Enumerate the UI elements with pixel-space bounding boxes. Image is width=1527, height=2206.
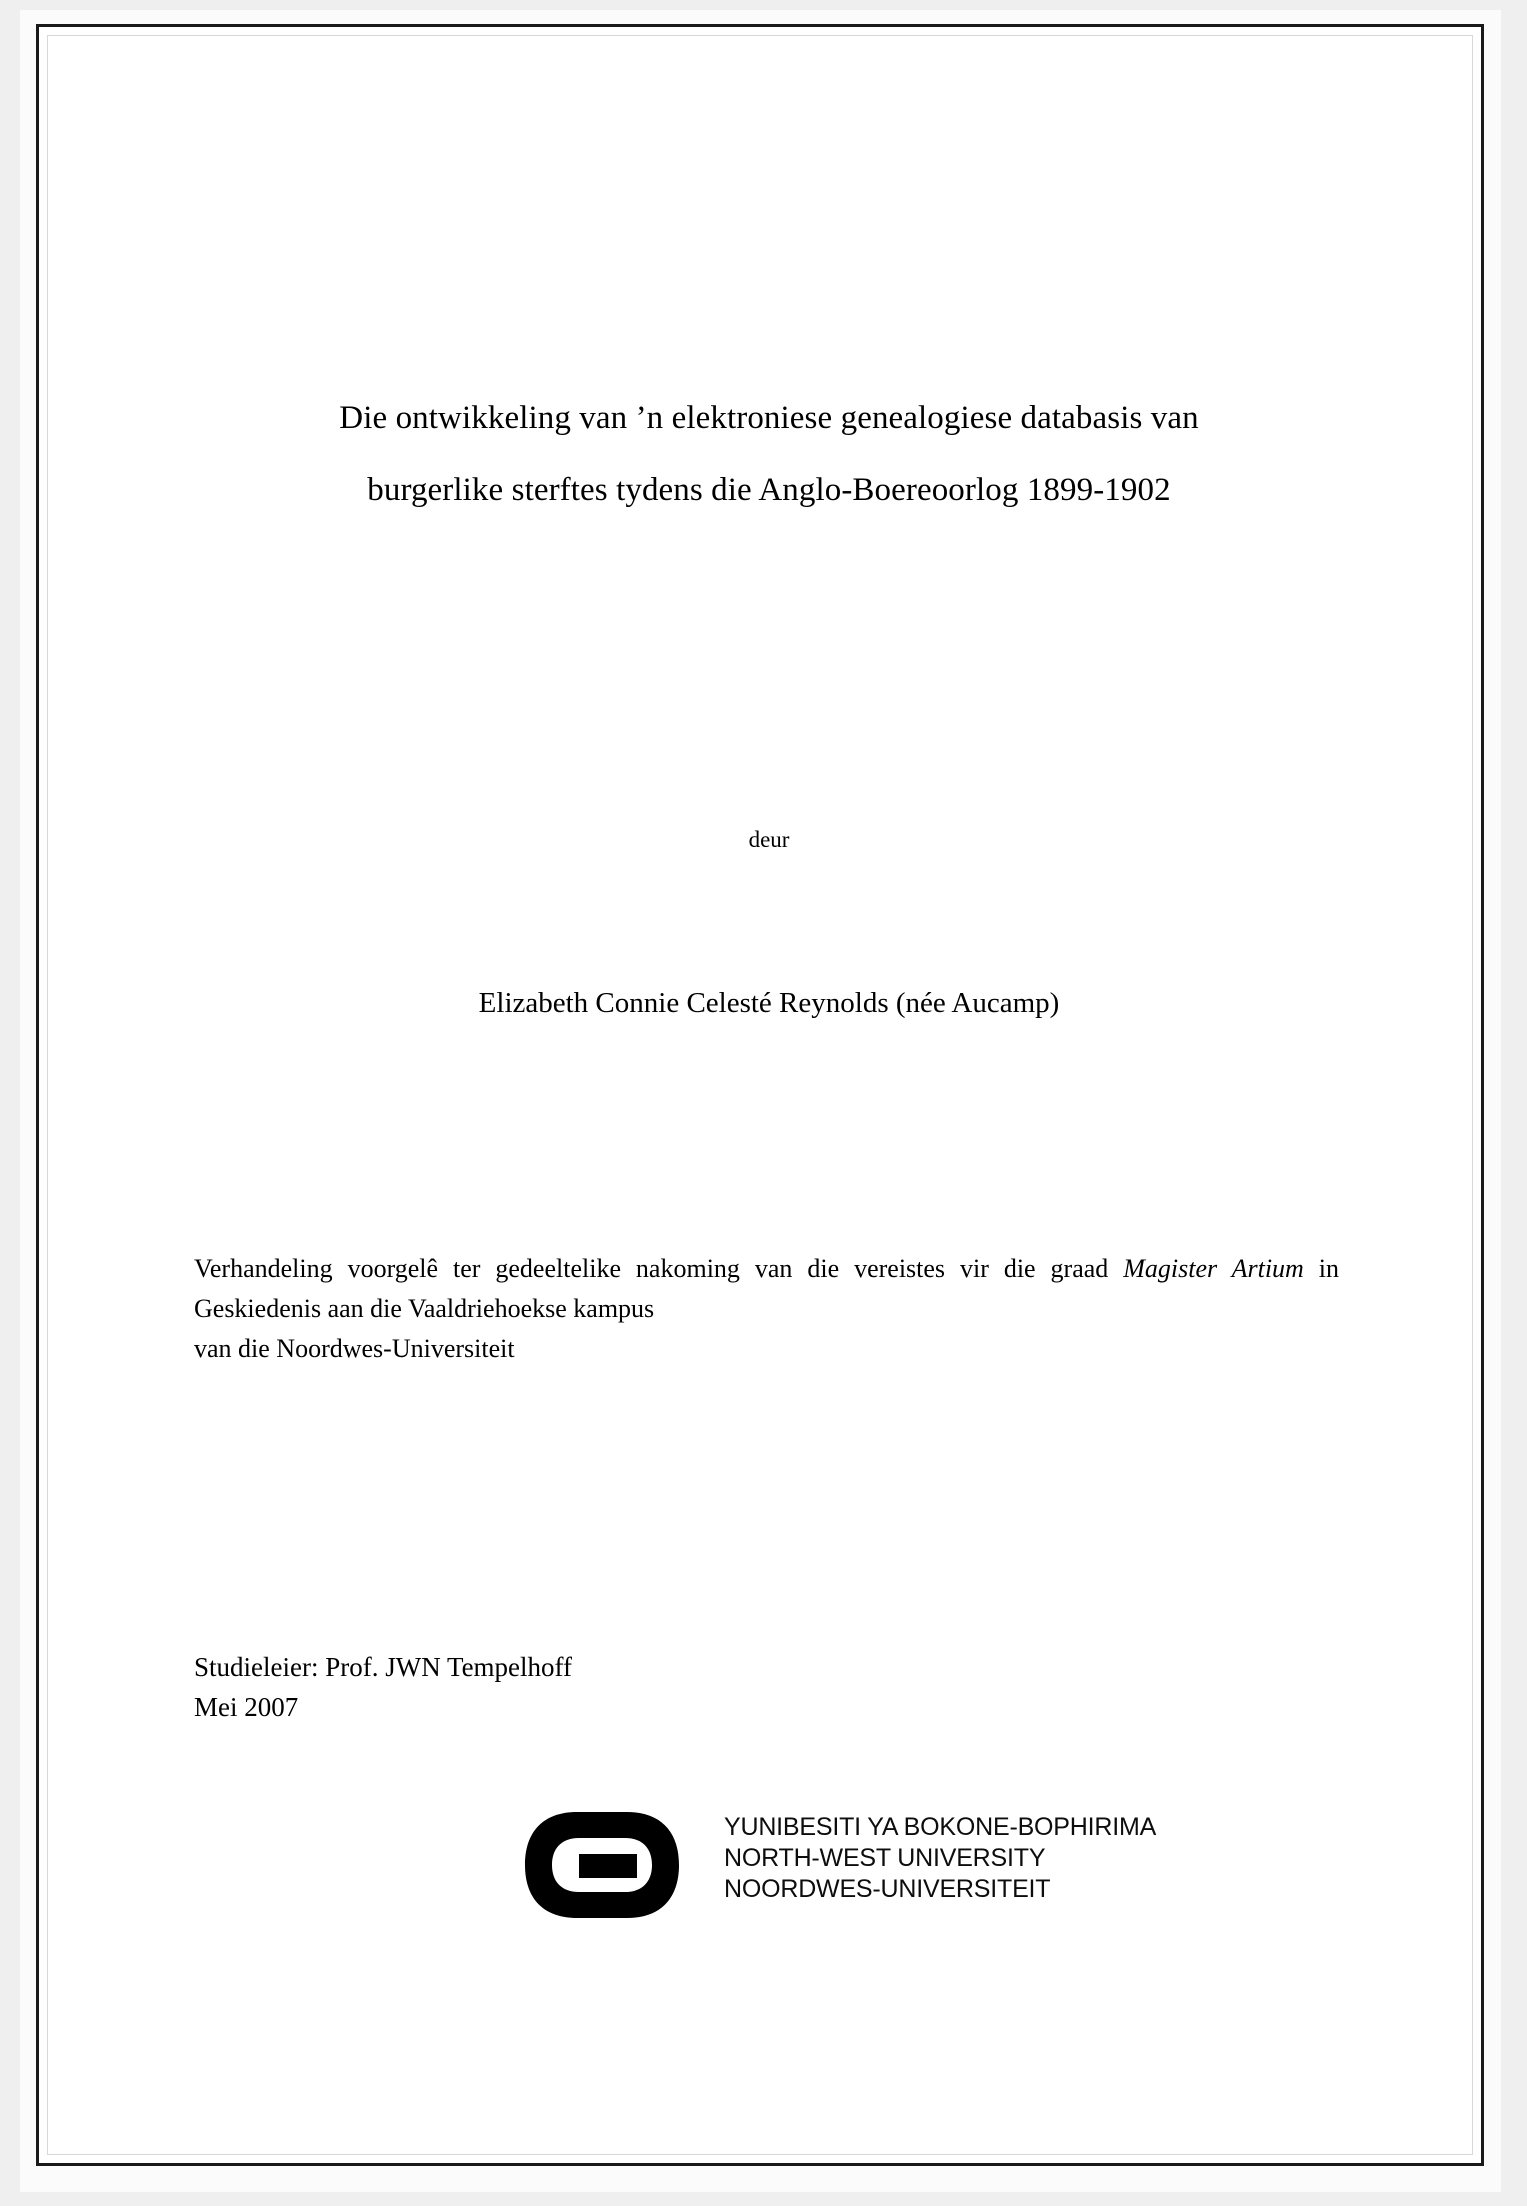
supervisor-block xyxy=(194,1647,1094,1727)
scan-edge-top xyxy=(0,0,1527,10)
degree-name-italic: Magister Artium xyxy=(1123,1254,1304,1283)
page-title xyxy=(189,382,1349,526)
scan-edge-right xyxy=(1501,0,1527,2206)
scan-edge-bottom xyxy=(0,2192,1527,2206)
byline-label: deur xyxy=(748,827,790,852)
logo-text-line-2: NORTH-WEST UNIVERSITY xyxy=(724,1844,1046,1872)
degree-statement-part2: in Geskiedenis aan die Vaaldriehoekse kampus xyxy=(194,1254,1340,1323)
scan-edge-left xyxy=(0,0,20,2206)
degree-statement-paragraph xyxy=(194,1249,1339,1329)
title-page-content xyxy=(189,27,1349,2163)
logo-text-line-1: YUNIBESITI YA BOKONE-BOPHIRIMA xyxy=(724,1813,1157,1841)
date-line: Mei 2007 xyxy=(194,1692,299,1722)
north-west-university-logo-mark-icon xyxy=(519,1806,719,1924)
university-logo xyxy=(519,1802,1259,1932)
degree-statement-part1: Verhandeling voorgelê ter gedeeltelike nakoming van die vereistes vir die graad xyxy=(194,1254,1124,1283)
degree-statement-part3: van die Noordwes-Universiteit xyxy=(194,1334,515,1363)
degree-statement xyxy=(194,1249,1339,1369)
supervisor-line: Studieleier: Prof. JWN Tempelhoff xyxy=(194,1652,573,1682)
author-name: Elizabeth Connie Celesté Reynolds (née Aucamp) xyxy=(478,987,1060,1019)
page-border-frame xyxy=(36,24,1484,2166)
title-line-2: burgerlike sterftes tydens die Anglo-Boereoorlog 1899-1902 xyxy=(367,472,1171,508)
logo-text-line-3: NOORDWES-UNIVERSITEIT xyxy=(724,1875,1051,1903)
university-logo-text xyxy=(724,1812,1254,1905)
title-line-1: Die ontwikkeling van ’n elektroniese genealogiese databasis van xyxy=(339,400,1199,436)
